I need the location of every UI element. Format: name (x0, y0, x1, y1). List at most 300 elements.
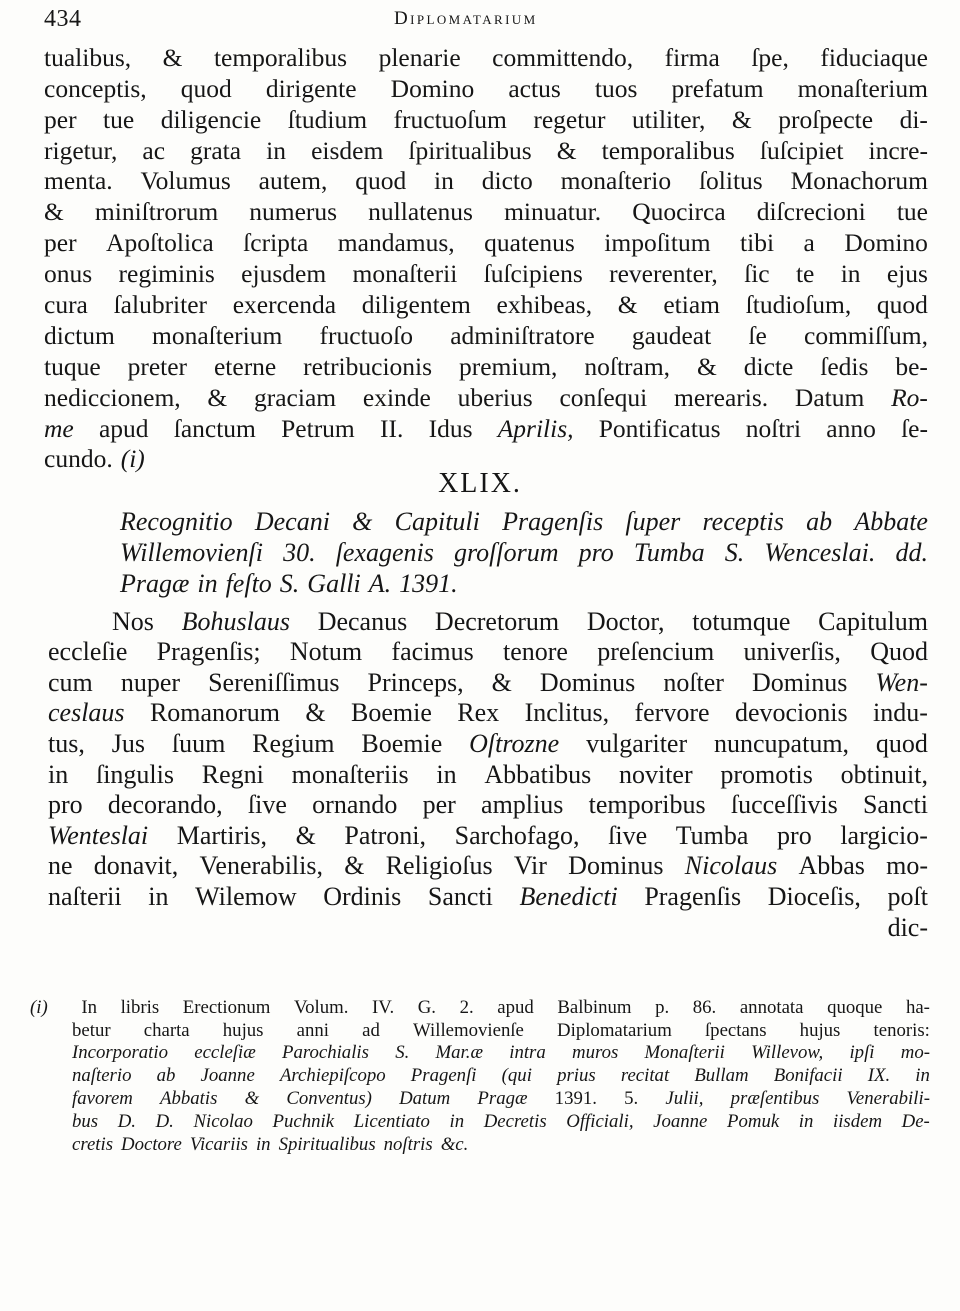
word: gaudeat (631, 320, 712, 350)
word: diligentem (361, 290, 471, 320)
word: cundo. (44, 444, 113, 474)
word: & (731, 104, 752, 134)
word: ſalubriter (113, 290, 208, 320)
word: temporalibus (601, 135, 735, 165)
word: conſequi (559, 382, 648, 412)
word: poſt (887, 881, 928, 911)
word: cura (44, 290, 88, 320)
word: onus (44, 259, 93, 289)
word: Pragenſis; (156, 637, 261, 667)
word: & (44, 197, 64, 227)
word: exercenda (232, 290, 337, 320)
word: mandamus, (337, 228, 455, 258)
word: eterne (213, 351, 277, 381)
word: hujus (799, 1019, 841, 1041)
word: actus (508, 73, 561, 103)
word: D. (117, 1110, 136, 1132)
word: Willemovienſe (413, 1019, 524, 1041)
word: bus (72, 1110, 99, 1132)
word: apud (497, 996, 534, 1018)
word: di- (899, 104, 928, 134)
word: premium, (458, 351, 558, 381)
word: Wenceslai. (764, 538, 876, 567)
word: eccleſie (48, 637, 128, 667)
word: Decretorum (434, 606, 560, 636)
word: Licentiato (353, 1110, 430, 1132)
word: IX. (867, 1065, 891, 1087)
word: per (44, 228, 77, 258)
word: ejusdem (241, 259, 327, 289)
word: etiam (663, 290, 720, 320)
document-line (48, 637, 928, 668)
running-title: Diplomatarium (394, 8, 538, 29)
word: (i) (120, 444, 145, 474)
word: Spiritualibus (278, 1133, 376, 1155)
rubric-line (120, 537, 928, 568)
word: merearis. (674, 382, 769, 412)
word: Erectionum (182, 996, 271, 1018)
word: nuper (120, 667, 181, 697)
word: Decretis (483, 1110, 547, 1132)
word: S. (724, 538, 745, 567)
page-number: 434 (44, 6, 82, 32)
word: Capituli (394, 507, 480, 536)
word: in (434, 166, 454, 196)
word: Volumus (140, 166, 231, 196)
word: Oſtrozne (469, 728, 560, 758)
word: noſtris (383, 1133, 433, 1155)
word: monaſterium (797, 73, 928, 103)
word: Joanne (200, 1065, 255, 1087)
word: Idus (428, 413, 473, 443)
word: ſcripta (243, 228, 309, 258)
word: receptis (702, 507, 784, 536)
word: minuatur. (504, 197, 602, 227)
word: tenoris: (873, 1019, 930, 1041)
word: pro (777, 820, 812, 850)
word: Diplomatarium (557, 1019, 672, 1041)
word: Ro- (891, 382, 928, 412)
word: diſcrecioni (756, 197, 866, 227)
word: fiduciaque (820, 42, 928, 72)
word: ab (156, 1065, 176, 1087)
word: & (295, 820, 316, 850)
word: donavit, (93, 851, 179, 881)
word: Monaſterii (644, 1042, 725, 1064)
word: regiminis (118, 259, 215, 289)
word: Wilemow (195, 881, 297, 911)
word: Mar.æ (435, 1042, 483, 1064)
word: dicto (481, 166, 533, 196)
word: recitat (620, 1065, 670, 1087)
word: eisdem (311, 135, 384, 165)
word: (qui (501, 1065, 532, 1087)
word: dd. (895, 538, 928, 567)
word: in (449, 1110, 465, 1132)
word: Sereniſſimus (208, 667, 340, 697)
word: in (798, 1110, 814, 1132)
word: quod (355, 166, 407, 196)
document-line (48, 851, 928, 882)
word: mo- (886, 851, 928, 881)
word: ſuſcipiet (759, 135, 844, 165)
letter-line (44, 320, 928, 351)
word: tus, (48, 728, 85, 758)
word: & (617, 290, 638, 320)
word: annotata (739, 996, 804, 1018)
word: ſe- (901, 413, 928, 443)
word: fervore (634, 698, 710, 728)
letter-line (44, 289, 928, 320)
word: exhibeas, (496, 290, 593, 320)
word: retribucionis (303, 351, 433, 381)
word: 30. (283, 538, 316, 567)
word: Pomuk (727, 1110, 780, 1132)
word: ſedis (820, 351, 869, 381)
word: Joanne (653, 1110, 708, 1132)
word: feſto (225, 569, 272, 598)
word: ſuſcipiens (483, 259, 583, 289)
rubric-line (120, 506, 928, 537)
word: 1391. (554, 1087, 597, 1109)
letter-line (44, 73, 928, 104)
word: groſſorum (453, 538, 559, 567)
word: in (840, 259, 861, 289)
document-line (48, 667, 928, 698)
word: Bohuslaus (181, 606, 290, 636)
word: Religioſus (385, 851, 493, 881)
word: Julii, (665, 1087, 704, 1109)
word: betur (72, 1019, 111, 1041)
word: amplius (481, 790, 564, 820)
word: vulgariter (586, 728, 688, 758)
word: in (915, 1065, 930, 1087)
document-line (48, 912, 928, 943)
document-line (48, 606, 928, 637)
word: noſtri (745, 413, 802, 443)
word: quod (876, 290, 928, 320)
word: autem, (258, 166, 328, 196)
word: ejus (886, 259, 928, 289)
word: charta (143, 1019, 190, 1041)
word: Pragenſis (502, 507, 604, 536)
word: quoque (827, 996, 883, 1018)
word: utiliter, (632, 104, 706, 134)
word: Jus (111, 728, 145, 758)
footnote-line (72, 1133, 930, 1156)
word: fructuoſo (319, 320, 414, 350)
word: tibi (740, 228, 775, 258)
word: IV. (372, 996, 395, 1018)
word: decorando, (107, 790, 223, 820)
word: & (244, 1087, 260, 1109)
word: naſterio (72, 1065, 132, 1087)
footnote-line (72, 1019, 930, 1042)
word: Doctore (121, 1133, 182, 1155)
word: Abbatibus (484, 759, 592, 789)
word: te (795, 259, 815, 289)
footnote-line (30, 996, 930, 1019)
word: devocionis (734, 698, 848, 728)
word: rigetur, (44, 135, 118, 165)
word: Nos (112, 606, 154, 636)
word: temporibus (588, 790, 706, 820)
word: dic- (887, 912, 928, 942)
word: Quocirca (632, 197, 726, 227)
word: D. (155, 1110, 174, 1132)
word: II. (380, 413, 404, 443)
word: & (696, 351, 717, 381)
word: per (44, 104, 77, 134)
word: adminiſtratore (450, 320, 595, 350)
word: Venerabili- (846, 1087, 930, 1109)
word: Petrum (281, 413, 355, 443)
word: Doctor, (586, 606, 665, 636)
word: Rex (457, 698, 500, 728)
letter-line (44, 196, 928, 227)
word: Volum. (294, 996, 349, 1018)
word: & (556, 135, 577, 165)
word: conceptis, (44, 73, 147, 103)
word: monaſteriis (291, 759, 409, 789)
word: plenarie (378, 42, 461, 72)
word: tue (103, 104, 135, 134)
word: & (305, 698, 326, 728)
word: ſtudium (287, 104, 368, 134)
word: ſe (748, 320, 767, 350)
word: Regni (201, 759, 264, 789)
letter-line (44, 166, 928, 197)
word: in (436, 759, 457, 789)
word: eccleſiæ (194, 1042, 256, 1064)
word: regetur (533, 104, 606, 134)
word: in (48, 759, 69, 789)
word: ſingulis (95, 759, 174, 789)
word: Willevow, (751, 1042, 824, 1064)
word: cum (48, 667, 93, 697)
letter-line (44, 258, 928, 289)
word: intra (509, 1042, 546, 1064)
word: per (422, 790, 456, 820)
word: Decani (254, 507, 330, 536)
word: obtinuit, (840, 759, 928, 789)
word: miniſtrorum (94, 197, 219, 227)
document-line (48, 881, 928, 912)
word: Bonifacii (773, 1065, 843, 1087)
word: tualibus, (44, 42, 132, 72)
word: mo- (900, 1042, 930, 1064)
word: præſentibus (730, 1087, 820, 1109)
word: ſpiritualibus (408, 135, 532, 165)
word: fructuoſum (393, 104, 507, 134)
word: ad (362, 1019, 380, 1041)
word: Notum (289, 637, 363, 667)
footnote-line (72, 1087, 930, 1110)
footnote-line (72, 1042, 930, 1065)
word: In (81, 996, 97, 1018)
word: libris (120, 996, 160, 1018)
word: anni (296, 1019, 329, 1041)
word: ſuper (625, 507, 681, 536)
word: Boemie (351, 698, 432, 728)
word: quatenus (484, 228, 575, 258)
word: Benedicti (519, 881, 618, 911)
word: Martiris, (176, 820, 267, 850)
word: numerus (249, 197, 338, 227)
word: me (44, 413, 74, 443)
word: &c. (440, 1133, 469, 1155)
word: Abbatis (160, 1087, 218, 1109)
word: prefatum (671, 73, 764, 103)
word: Willemovienſi (120, 538, 263, 567)
word: nullatenus (368, 197, 473, 227)
letter-line (44, 135, 928, 166)
word: Dominus (568, 851, 664, 881)
word: uberius (457, 382, 533, 412)
word: reverenter, (609, 259, 718, 289)
word: ſucceſſivis (730, 790, 838, 820)
word: commiſſum, (804, 320, 928, 350)
word: univerſis, (743, 637, 841, 667)
word: & (162, 42, 183, 72)
word: Decanus (317, 606, 408, 636)
word: Parochialis (282, 1042, 369, 1064)
word: prius (557, 1065, 596, 1087)
continued-letter-text (44, 42, 928, 474)
word: ſive (247, 790, 287, 820)
letter-line (44, 42, 928, 73)
word: dicte (743, 351, 794, 381)
word: noſtram, (584, 351, 671, 381)
word: cretis (72, 1133, 114, 1155)
word: Datum (399, 1087, 451, 1109)
word: quod (875, 728, 928, 758)
word: hujus (222, 1019, 264, 1041)
word: facimus (391, 637, 474, 667)
word: ſuum (171, 728, 226, 758)
word: impoſitum (604, 228, 711, 258)
word: Dominus (752, 667, 848, 697)
word: Boemie (361, 728, 443, 758)
footnote (30, 996, 930, 1156)
word: Tumba (633, 538, 705, 567)
document-line (48, 759, 928, 790)
word: 86. (692, 996, 717, 1018)
word: Romanorum (149, 698, 280, 728)
letter-line (44, 413, 928, 444)
word: committendo, (492, 42, 634, 72)
word: noviter (618, 759, 693, 789)
word: preſencium (597, 637, 715, 667)
word: Tumba (675, 820, 749, 850)
word: temporalibus (213, 42, 348, 72)
word: Balbinum (557, 996, 632, 1018)
word: Capitulum (818, 606, 928, 636)
word: Nicolao (193, 1110, 253, 1132)
word: ſexagenis (335, 538, 434, 567)
word: Dioceſis, (767, 881, 861, 911)
word: Pontificatus (598, 413, 721, 443)
word: nuncupatum, (714, 728, 850, 758)
word: be- (895, 351, 928, 381)
word: pro (578, 538, 614, 567)
rubric-line (120, 568, 928, 599)
word: monaſterium (152, 320, 283, 350)
letter-line (44, 351, 928, 382)
word: Datum (794, 382, 865, 412)
word: Officiali, (566, 1110, 634, 1132)
letter-line (44, 382, 928, 413)
word: ha- (905, 996, 930, 1018)
document-rubric (120, 506, 928, 599)
word: S. (395, 1042, 410, 1064)
word: tuos (594, 73, 638, 103)
word: indu- (873, 698, 928, 728)
word: Puchnik (272, 1110, 335, 1132)
word: ſive (608, 820, 648, 850)
word: Sarchofago, (454, 820, 580, 850)
word: p. (655, 996, 670, 1018)
word: ſanctum (173, 413, 256, 443)
word: favorem (72, 1087, 133, 1109)
word: exinde (362, 382, 431, 412)
word: Apoſtolica (106, 228, 214, 258)
word: Archiepiſcopo (279, 1065, 386, 1087)
word: & (344, 851, 365, 881)
word: a (803, 228, 815, 258)
word: S. (279, 569, 300, 598)
word: Patroni, (344, 820, 427, 850)
word: Vicariis (189, 1133, 248, 1155)
word: dictum (44, 320, 115, 350)
word: A. (368, 569, 392, 598)
word: Domino (844, 228, 928, 258)
word: largicio- (840, 820, 928, 850)
word: ſic (744, 259, 770, 289)
word: 5. (624, 1087, 639, 1109)
word: in (197, 569, 218, 598)
word: anno (826, 413, 876, 443)
word: in (255, 1133, 271, 1155)
word: ſpe, (751, 42, 789, 72)
word: Wen- (875, 667, 928, 697)
footnote-line (72, 1110, 930, 1133)
word: incre- (868, 135, 928, 165)
word: ne (48, 851, 73, 881)
word: Pragæ (120, 569, 190, 598)
word: Bullam (694, 1065, 749, 1087)
word: firma (664, 42, 720, 72)
word: Incorporatio (72, 1042, 168, 1064)
letter-line (44, 227, 928, 258)
word: monaſterii (352, 259, 458, 289)
word: ſpectans (704, 1019, 767, 1041)
word: Vir (513, 851, 547, 881)
word: Aprilis, (497, 413, 574, 443)
word: menta. (44, 166, 113, 196)
word: Recognitio (120, 507, 233, 536)
word: ipſi (849, 1042, 875, 1064)
word: Quod (870, 637, 928, 667)
word: Monachorum (790, 166, 928, 196)
word: Regium (252, 728, 335, 758)
word: ſtudioſum, (745, 290, 852, 320)
word: diligencie (160, 104, 262, 134)
word: ab (806, 507, 833, 536)
footnote-line (72, 1064, 930, 1087)
word: Conventus) (286, 1087, 372, 1109)
word: promotis (720, 759, 813, 789)
